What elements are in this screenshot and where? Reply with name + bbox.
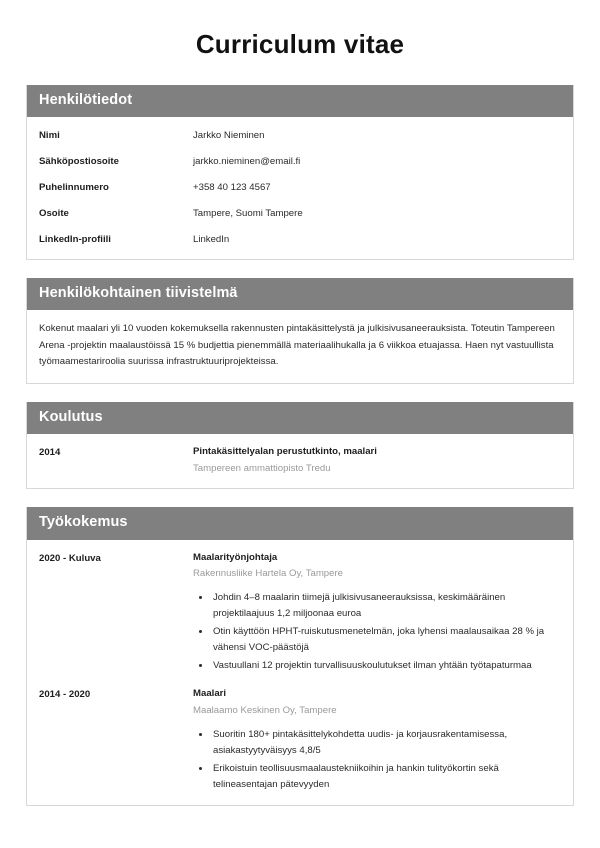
section-heading-education: Koulutus bbox=[27, 402, 573, 435]
experience-entry-employer: Rakennusliike Hartela Oy, Tampere bbox=[193, 568, 344, 579]
info-row bbox=[39, 180, 561, 195]
info-label: Sähköpostiosoite bbox=[39, 156, 119, 168]
section-summary bbox=[26, 278, 574, 384]
experience-entry bbox=[39, 687, 561, 792]
experience-entry-main bbox=[193, 687, 561, 792]
experience-bullet: • Suoritin 180+ pintakäsittelykohdetta uudis- ja korjausrakentamisessa, asiakastyytyväisyys 4,8/5 bbox=[211, 727, 561, 759]
section-heading-experience: Työkokemus bbox=[27, 507, 573, 540]
section-experience bbox=[26, 507, 574, 805]
experience-entry-date: 2020 - Kuluva bbox=[39, 552, 101, 564]
info-row bbox=[39, 128, 561, 143]
info-label: Puhelinnumero bbox=[39, 181, 109, 193]
info-row bbox=[39, 154, 561, 169]
info-value-email[interactable]: jarkko.nieminen@email.fi bbox=[193, 156, 301, 168]
experience-bullet-list bbox=[193, 590, 561, 673]
education-entry-institution: Tampereen ammattiopisto Tredu bbox=[193, 462, 331, 474]
education-entry bbox=[39, 445, 561, 476]
summary-text: Kokenut maalari yli 10 vuoden kokemuksella rakennusten pintakäsittelystä ja julkisivusaneerauksista. Toteutin Tampereen Arena -projektin maalaustöissä 15 % budjettia pienemmällä materiaalihukalla ja 6 viikkoa etuajassa. Haen nyt vastuullista työmaamestariroolia suurissa infrastruktuuriprojekteissa. bbox=[39, 323, 555, 368]
info-row bbox=[39, 232, 561, 247]
section-heading-summary: Henkilökohtainen tiivistelmä bbox=[27, 278, 573, 311]
experience-bullet: • Vastuullani 12 projektin turvallisuuskoulutukset ilman yhtään työtapaturmaa bbox=[211, 658, 561, 674]
info-value-address: Tampere, Suomi Tampere bbox=[193, 207, 303, 219]
experience-bullet: • Johdin 4–8 maalarin tiimejä julkisivusaneerauksissa, keskimääräinen projektilaajuus 1,2 miljoonaa euroa bbox=[211, 590, 561, 622]
info-label: Nimi bbox=[39, 130, 60, 142]
summary-body bbox=[27, 310, 573, 383]
education-entry-main bbox=[193, 445, 561, 476]
info-value: Jarkko Nieminen bbox=[193, 130, 265, 142]
experience-entry-title: Maalari bbox=[193, 688, 227, 700]
experience-body bbox=[27, 540, 573, 805]
experience-entry-date: 2014 - 2020 bbox=[39, 689, 91, 701]
personal-info-body bbox=[27, 117, 573, 259]
experience-entry bbox=[39, 551, 561, 674]
info-value-linkedin[interactable]: LinkedIn bbox=[193, 233, 230, 245]
experience-entry-employer: Maalaamo Keskinen Oy, Tampere bbox=[193, 704, 337, 716]
education-entry-title: Pintakäsittelyalan perustutkinto, maalari bbox=[193, 446, 377, 458]
section-heading-personal-info: Henkilötiedot bbox=[27, 85, 573, 118]
info-label: LinkedIn-profiili bbox=[39, 233, 111, 245]
experience-entry-title: Maalarityönjohtaja bbox=[193, 551, 278, 563]
section-education bbox=[26, 402, 574, 489]
experience-entry-main bbox=[193, 551, 561, 674]
section-personal-info bbox=[26, 85, 574, 260]
education-body bbox=[27, 434, 573, 488]
info-row bbox=[39, 206, 561, 221]
info-label: Osoite bbox=[39, 207, 69, 219]
info-value-phone: +358 40 123 4567 bbox=[193, 181, 271, 193]
experience-bullet: • Otin käyttöön HPHT-ruiskutusmenetelmän, joka lyhensi maalausaikaa 28 % ja vähensi VOC-päästöjä bbox=[211, 624, 561, 656]
experience-bullet: • Erikoistuin teollisuusmaalaustekniikoihin ja hankin tulityökortin sekä telineasentajan pätevyyden bbox=[211, 761, 561, 793]
page-title: Curriculum vitae bbox=[195, 29, 405, 59]
experience-bullet-list bbox=[193, 727, 561, 792]
education-entry-date: 2014 bbox=[39, 447, 61, 459]
